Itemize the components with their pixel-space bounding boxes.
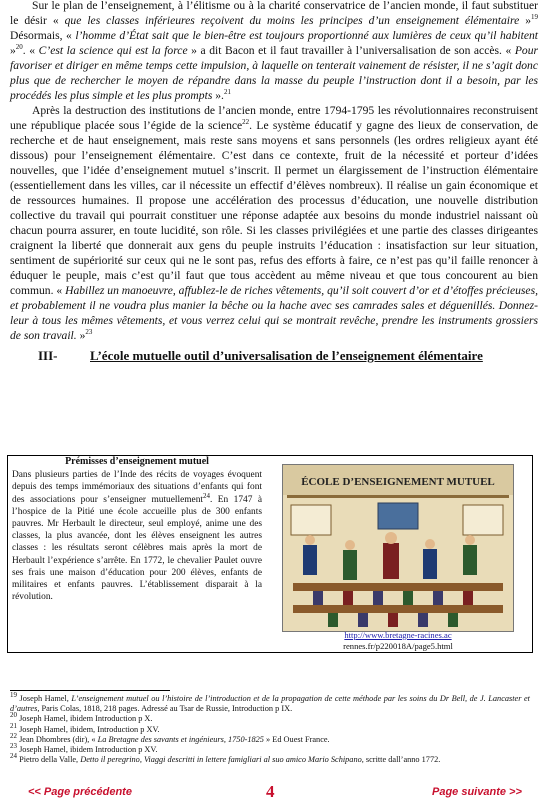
engraving-banner: ÉCOLE D’ENSEIGNEMENT MUTUEL	[301, 476, 495, 488]
footnote-number: 19	[10, 691, 17, 700]
source-link[interactable]: http://www.bretagne-racines.ac	[344, 630, 452, 640]
footnote-text: Joseph Hamel, ibidem Introduction p X.	[17, 714, 153, 724]
footnotes	[10, 691, 530, 765]
source-link-rest: rennes.fr/p220018A/page5.html	[343, 641, 453, 651]
text: » a dit Bacon et il faut travailler à l’universalisation de son accès. «	[187, 44, 515, 57]
box-text-column	[12, 456, 262, 603]
document-page	[10, 0, 538, 366]
box-image-column	[270, 462, 526, 651]
footnote-23	[10, 742, 530, 755]
text: ».	[212, 89, 224, 102]
footnote-text: Joseph Hamel, ibidem Introduction p XV.	[17, 745, 158, 755]
footnote-22	[10, 732, 530, 745]
footnote-24	[10, 752, 530, 765]
footnote-title: Detto il peregrino, Viaggi descritti in lettere famigliari al suo amico Mario Schipano	[80, 755, 362, 765]
text: . Le système éducatif y gagne des lieux de conservation, de recherche et de haut enseignement, mais reste sans moyens et sans personnels (les ordres religieux ayant été dissous) pour l’enseignement élémentaire. C’est dans ce contexte, fruit de la nécessité et porteur d’idées nouvelles, que l’idée d’enseignement mutuel s’inscrit. Il permet un élargissement de l’instruction élémentaire (essentiellement dans les villes, car il nécessite un effectif d’élèves nombreux). Il réalise un gain économique et de ressources humaines. Il propose une accélération des processus d’éducation, une nouvelle distribution collective du travail qui pourrait constituer une réponse adaptée aux besoins du monde industriel naissant où chacun pourra assurer, en toute lucidité, son rôle. Si les classes privilégiées et une partie des classes dirigeantes craignent la liberté que donnerait aux gens du peuple instruits l’éducation : insatisfaction sur leur situation, sentiment de supériorité sur ceux qui ne le sont pas, refus des efforts à faire, ce n’est pas qu’il faille renoncer à éduquer le peuple, mais c’est qu’il faut que tous accèdent au même niveau et que tous concourent au bien commun. «	[10, 119, 538, 297]
section-heading	[10, 348, 538, 366]
footnote-number: 21	[10, 721, 17, 730]
text: Après la destruction des institutions de l’ancien monde, entre 1794-1795 les révolutionnaires reconstruisent une république placée sous l’égide de la science	[10, 104, 538, 132]
paragraph-2	[10, 103, 538, 343]
quote: C’est la science qui est la force	[38, 44, 188, 57]
section-title: L’école mutuelle outil d’universalisation de l’enseignement élémentaire	[90, 348, 483, 363]
footnote-ref-21[interactable]: 21	[223, 88, 231, 97]
footnote-number: 20	[10, 711, 17, 720]
footnote-text: , Paris Colas, 1818, 218 pages. Adressé au Tsar de Russie, Introduction p IX.	[37, 704, 293, 714]
footnote-title: La Bretagne des savants et ingénieurs, 1750-1825	[97, 734, 264, 744]
text: Désormais, «	[10, 29, 76, 42]
quote: que les classes inférieures reçoivent du moins les principes d’un enseignement élémentaire	[64, 14, 520, 27]
footnote-text: Jean Dhombres (dir), «	[17, 734, 98, 744]
footnote-text: » Ed Ouest France.	[263, 734, 330, 744]
previous-page-link[interactable]: << Page précédente	[28, 786, 132, 798]
text: »	[10, 44, 16, 57]
footnote-ref-22[interactable]: 22	[242, 118, 250, 127]
text: »	[76, 329, 86, 342]
mutual-school-engraving	[282, 464, 514, 632]
insert-box	[7, 455, 533, 653]
footnote-text: Pietro della Valle,	[17, 755, 81, 765]
footnote-ref-23[interactable]: 23	[85, 328, 93, 337]
footnote-ref-24[interactable]: 24	[203, 491, 210, 500]
footnote-number: 24	[10, 752, 17, 761]
box-title: Prémisses d’enseignement mutuel	[65, 456, 209, 467]
text: . «	[22, 44, 39, 57]
quote: Habillez un manoeuvre, affublez-le de riches vêtements, qu’il soit couvert d’or et d’étoffes précieuses, et probablement il ne voudra plus manier la bêche ou la hache avec ses camrades sales et déguenillés. Donnez-leur à tous les mêmes vêtements, et vous verrez celui qui se montrait revêche, prendre les instruments grossiers de son travail.	[10, 284, 538, 342]
section-number: III-	[38, 348, 58, 363]
image-caption	[270, 630, 526, 652]
footnote-20	[10, 711, 530, 724]
footnote-21	[10, 721, 530, 735]
footnote-ref-20[interactable]: 20	[15, 43, 23, 52]
box-text: . En 1747 à l’hospice de la Pitié une école accueille plus de 300 enfants pauvres. Mr Herbault le directeur, seul employé, anime une des classes, la plus avancée, dont les élèves enseignent les autres classes : les résultats seront célèbres mais après la mort de Herbault l’expérience s’arrête. En 1772, le chevalier Paulet ouvre ses frais une maison d’éducation pour 200 élèves, enfants de militaires et enfants pauvres. L’établissement disparait à la révolution.	[12, 494, 262, 603]
text: Sur le plan de l’enseignement, à l’élitisme ou à la charité conservatrice de l’ancien monde, il faut substituer le désir «	[10, 0, 538, 27]
paragraph-1	[10, 0, 538, 103]
quote: l’homme d’État sait que le bien-être est toujours proportionné aux lumières de ceux qu’il habitent	[75, 29, 539, 42]
footnote-text: Joseph Hamel,	[17, 694, 72, 703]
next-page-link[interactable]: Page suivante >>	[432, 786, 522, 798]
quote: Pour favoriser et diriger en même temps cette impulsion, à laquelle on tenterait vainement de résister, il ne s’agit donc plus que de rechercher le moyen de répandre dans la masse du peuple l’instruction dont il a besoin, par les procédés les plus simple et les plus prompts	[10, 44, 538, 102]
engraving-illustration	[283, 465, 513, 631]
footnote-ref-19[interactable]: 19	[531, 13, 539, 22]
text: »	[519, 14, 532, 27]
footnote-title: L’enseignement mutuel ou l’histoire de l’introduction et de la propagation de cette méthode par les soins du Dr Bell, de J. Lancaster et d’autres	[10, 694, 530, 714]
footnote-number: 23	[10, 742, 17, 751]
footnote-19	[10, 691, 530, 714]
footnote-separator	[10, 690, 170, 691]
page-number: 4	[266, 782, 275, 801]
footnote-text: , scritte dall’anno 1772.	[361, 755, 441, 765]
footnote-text: Joseph Hamel, ibidem, Introduction p XV.	[17, 724, 160, 734]
footnote-number: 22	[10, 732, 17, 741]
box-text: Dans plusieurs parties de l’Inde des récits de voyages évoquent depuis des temps immémoriaux des situations d’enfants qui font des associations pour s’enseigner mutuellement	[12, 470, 262, 505]
